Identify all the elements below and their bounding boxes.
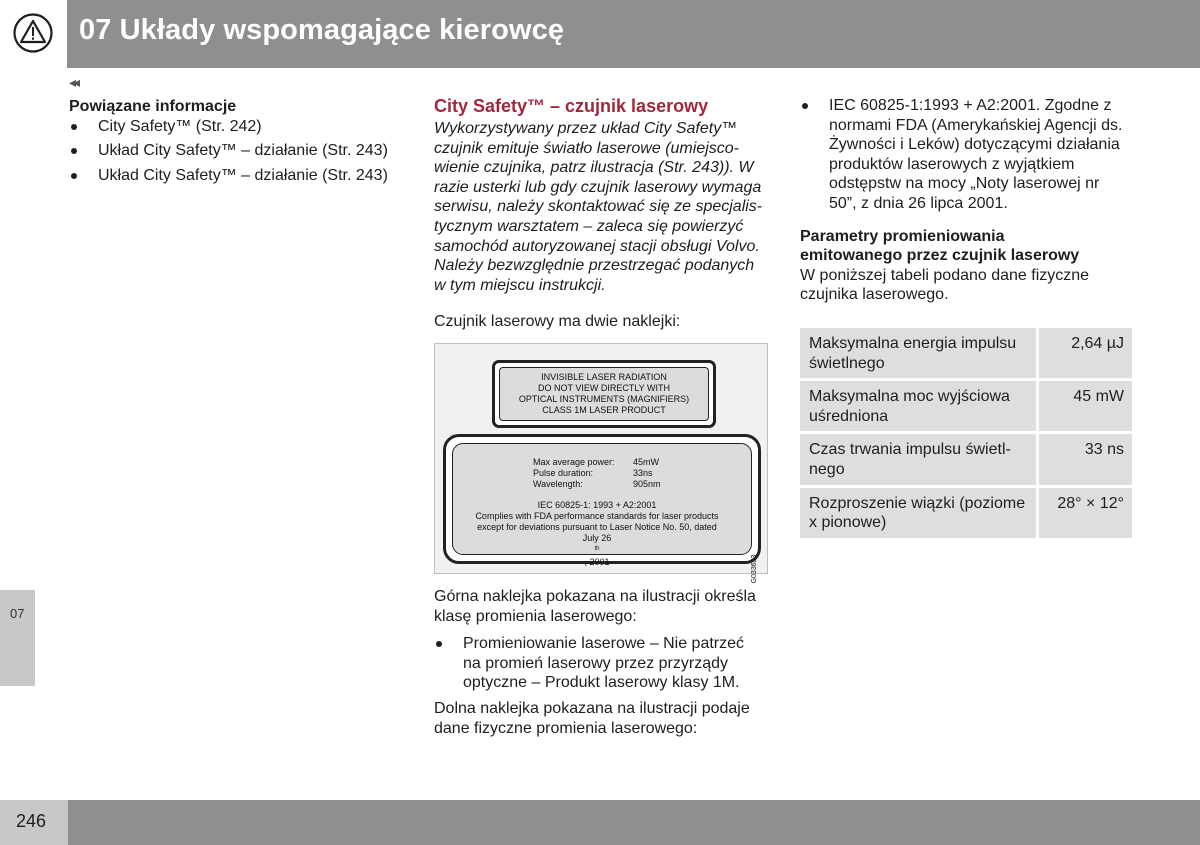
sticker-date: July 26 $^{th}$ , 2001 (582, 532, 612, 567)
chapter-tab[interactable] (0, 590, 35, 686)
standard-list (800, 96, 1132, 214)
related-heading: Powiązane informacje (69, 98, 237, 115)
text-line: optyczne – Produkt laserowy klasy 1M. (463, 674, 740, 692)
param-name: Maksymalna moc wyjściowa uśredniona (800, 381, 1036, 431)
upper-sticker-desc (434, 587, 768, 626)
text-line: W poniższej tabeli podano dane fizyczne (800, 266, 1090, 284)
related-link[interactable]: Układ City Safety™ – działanie (Str. 243) (69, 141, 399, 161)
related-link[interactable]: Układ City Safety™ – działanie (Str. 243) (69, 166, 399, 186)
footer-band (68, 800, 1200, 845)
text-line: Parametry promieniowania (800, 227, 1005, 245)
sticker-line: except for deviations pursuant to Laser Notice No. 50, dated (477, 521, 717, 532)
list-item (800, 96, 1132, 214)
section-title: City Safety™ – czujnik laserowy (434, 96, 709, 116)
table-row (800, 434, 1132, 484)
figure-code: G033653 (751, 554, 759, 584)
laser-sensor-column (434, 96, 768, 738)
text-line: klasę promienia laserowego: (434, 607, 637, 625)
text-line: czujnik emituje światło laserowe (umiejsco- (434, 139, 739, 157)
spec-key: Wavelength: (533, 478, 583, 489)
sticker-line: CLASS 1M LASER PRODUCT (542, 404, 666, 415)
laser-labels-illustration (434, 343, 768, 584)
upper-sticker-list (434, 634, 768, 693)
sticker-spec-row (533, 457, 661, 468)
text-line: wienie czujnika, patrz ilustracja (Str. 243)). W (434, 159, 754, 177)
spec-value: 905nm (633, 478, 661, 489)
back-arrows-icon[interactable]: ◂◂ (69, 74, 78, 90)
related-link[interactable]: City Safety™ (Str. 242) (69, 117, 399, 137)
table-row (800, 381, 1132, 431)
sticker-line: INVISIBLE LASER RADIATION (541, 371, 667, 382)
text-line: czujnika laserowego. (800, 286, 949, 304)
warning-triangle-icon (13, 13, 53, 53)
bottom-spec-sticker (443, 434, 761, 567)
text-line: serwisu, należy skontaktować się ze specjalis- (434, 198, 763, 216)
intro-paragraph (434, 119, 768, 295)
param-value: 28° × 12° (1036, 488, 1132, 538)
params-heading (800, 227, 1132, 266)
text-line: emitowanego przez czujnik laserowy (800, 247, 1080, 265)
text-line: normami FDA (Amerykańskiej Agencji ds. (829, 116, 1123, 134)
text-line: Żywności i Leków) dotyczącymi działania (829, 136, 1120, 154)
text-line: IEC 60825-1:1993 + A2:2001. Zgodne z (829, 97, 1112, 114)
sticker-line: Complies with FDA performance standards for laser products (475, 510, 719, 521)
text-line: produktów laserowych z wyjątkiem (829, 155, 1075, 173)
spec-key: Max average power: (533, 456, 615, 467)
sticker-spec-list (533, 457, 661, 490)
spec-value: 33ns (633, 467, 653, 478)
related-list (69, 117, 399, 186)
laser-params-column (800, 96, 1132, 541)
text-line: Dolna naklejka pokazana na ilustracji podaje (434, 699, 750, 717)
text-line: 50”, z dnia 26 lipca 2001. (829, 194, 1008, 212)
sticker-compliance-text (453, 500, 741, 568)
text-line: dane fizyczne promienia laserowego: (434, 719, 698, 737)
text-line: tycznym warsztatem – zaleca się powierzyć (434, 217, 744, 235)
text-line: Górna naklejka pokazana na ilustracji określa (434, 587, 756, 605)
laser-params-table (800, 325, 1132, 541)
text-line: razie usterki lub gdy czujnik laserowy wymaga (434, 178, 762, 196)
sticker-line: OPTICAL INSTRUMENTS (MAGNIFIERS) (518, 393, 690, 404)
text-line: Wykorzystywany przez układ City Safety™ (434, 120, 738, 137)
stickers-intro: Czujnik laserowy ma dwie naklejki: (434, 313, 681, 331)
text-line: w tym miejscu instrukcji. (434, 276, 606, 294)
page-number: 246 (16, 811, 47, 831)
param-name: Czas trwania impulsu świetl- nego (800, 434, 1036, 484)
text-line: Promieniowanie laserowe – Nie patrzeć (463, 635, 745, 653)
header-icon-box (0, 0, 67, 68)
table-row (800, 328, 1132, 378)
text-line: odstępstw na mocy „Noty laserowej nr (829, 175, 1100, 193)
param-name: Maksymalna energia impulsu świetlnego (800, 328, 1036, 378)
text-line: Należy bezwzględnie przestrzegać podanych (434, 257, 755, 275)
param-value: 2,64 µJ (1036, 328, 1132, 378)
top-warning-sticker (492, 360, 716, 428)
related-info-column (69, 97, 399, 185)
params-intro (800, 266, 1132, 305)
sticker-line: IEC 60825-1: 1993 + A2:2001 (537, 499, 657, 510)
list-item (434, 634, 768, 693)
param-value: 33 ns (1036, 434, 1132, 484)
sticker-spec-row (533, 468, 661, 479)
chapter-title: 07 Układy wspomagające kierowcę (79, 14, 565, 46)
sticker-spec-row (533, 479, 661, 490)
param-name: Rozproszenie wiązki (poziome x pionowe) (800, 488, 1036, 538)
spec-key: Pulse duration: (533, 467, 594, 478)
text-line: samochód autoryzowanej stacji obsługi Volvo. (434, 237, 760, 255)
lower-sticker-desc (434, 699, 768, 738)
table-row (800, 488, 1132, 538)
chapter-tab-label: 07 (10, 606, 25, 621)
param-value: 45 mW (1036, 381, 1132, 431)
sticker-line: DO NOT VIEW DIRECTLY WITH (537, 382, 670, 393)
spec-value: 45mW (633, 456, 660, 467)
text-line: na promień laserowy przez przyrządy (463, 654, 728, 672)
